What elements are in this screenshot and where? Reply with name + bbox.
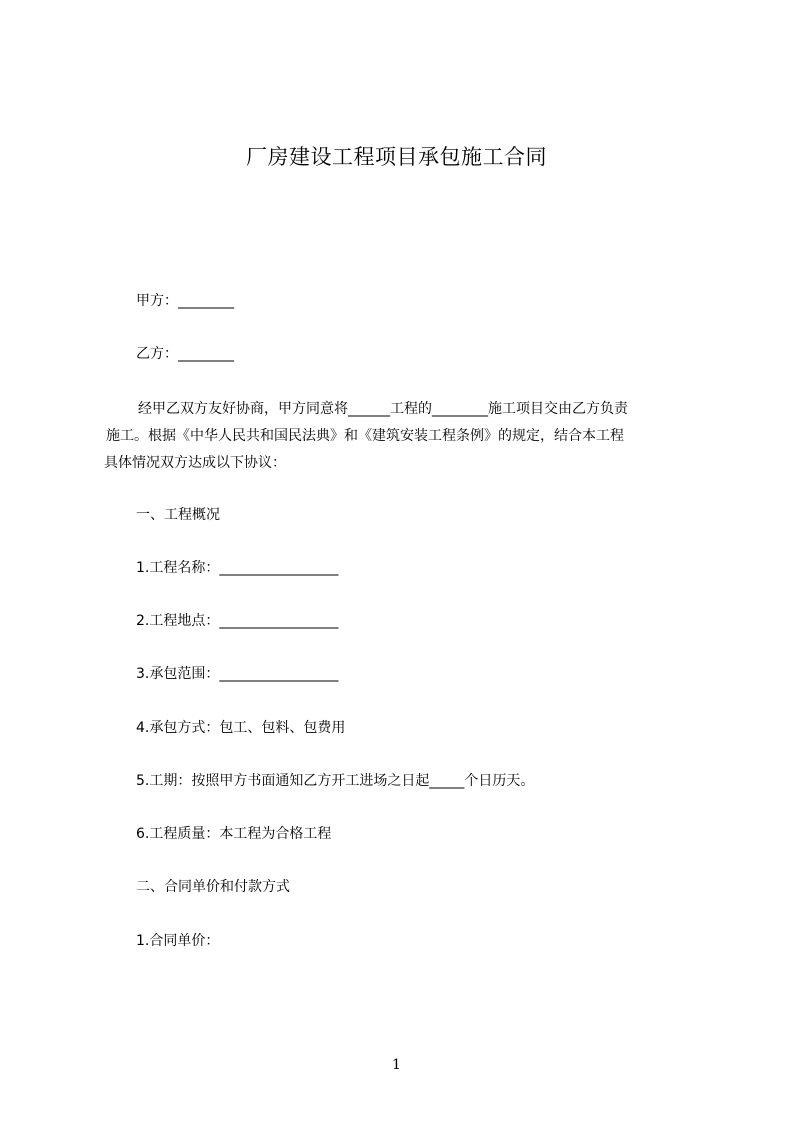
section-1-item-contract-scope: 3.承包范围：_________________: [136, 666, 339, 682]
intro-line: 经甲乙双方友好协商，甲方同意将______工程的________施工项目交由乙方负责: [138, 401, 628, 417]
section-1-heading: 一、工程概况: [136, 507, 220, 523]
section-1-item-quality: 6.工程质量：本工程为合格工程: [136, 826, 332, 842]
page-number: 1: [392, 1057, 401, 1073]
section-1-item-contract-method: 4.承包方式：包工、包料、包费用: [136, 720, 346, 736]
section-1-item-duration: 5.工期：按照甲方书面通知乙方开工进场之日起_____个日历天。: [136, 773, 535, 789]
section-2-heading: 二、合同单价和付款方式: [136, 879, 290, 895]
intro-line: 具体情况双方达成以下协议：: [104, 455, 286, 471]
section-1-item-project-name: 1.工程名称：_________________: [136, 560, 339, 576]
intro-paragraph: [104, 396, 710, 477]
section-2-item-unit-price: 1.合同单价：: [136, 933, 220, 949]
intro-line: 施工。根据《中华人民共和国民法典》和《建筑安装工程条例》的规定，结合本工程: [106, 428, 624, 444]
party-b-line: 乙方：________: [136, 346, 234, 362]
section-1-item-project-location: 2.工程地点：_________________: [136, 613, 339, 629]
party-a-line: 甲方：________: [136, 293, 234, 309]
document-title: 厂房建设工程项目承包施工合同: [246, 145, 547, 169]
